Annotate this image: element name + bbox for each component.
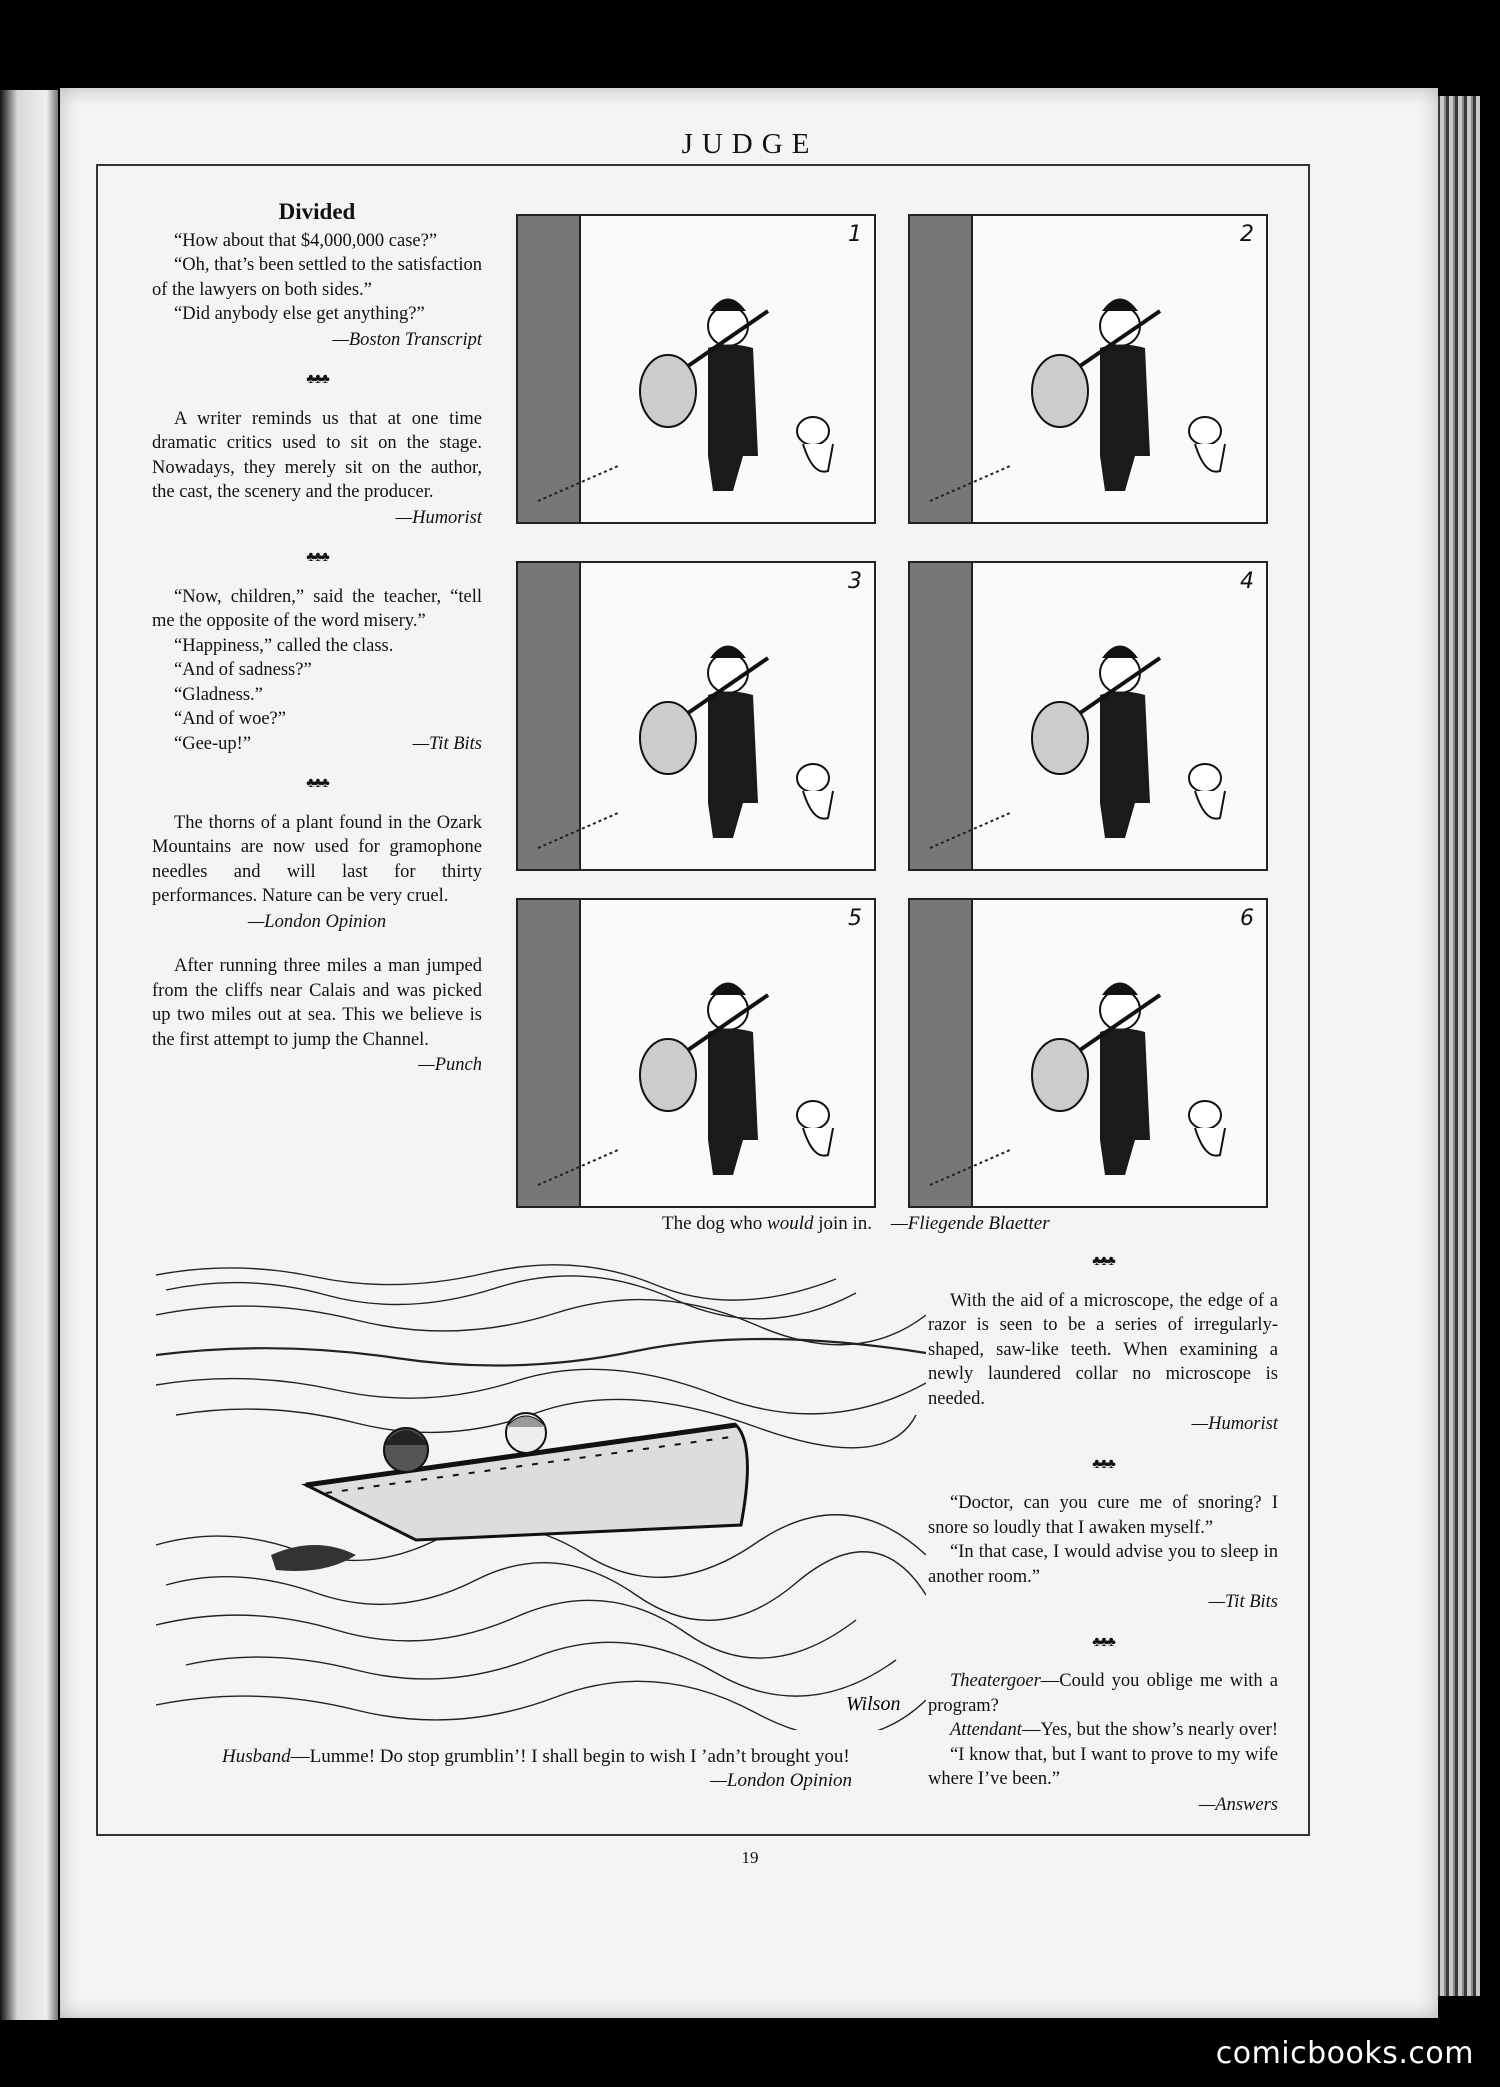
page-number: 19 bbox=[741, 1848, 759, 1867]
panel-number: 6 bbox=[1240, 906, 1254, 931]
watermark: comicbooks.com bbox=[1215, 2036, 1474, 2071]
caption-text: —Lumme! Do stop grumblin’! I shall begin to wish I ’adn’t brought you! bbox=[290, 1746, 850, 1767]
paragraph: With the aid of a microscope, the edge of a razor is seen to be a series of irregularly-shaped, saw-like teeth. When examining a newly laundered collar no microscope is needed. bbox=[928, 1290, 1278, 1409]
source-credit: —London Opinion bbox=[710, 1770, 852, 1791]
comic-panel-4 bbox=[908, 561, 1268, 871]
separator-ornament: ♣♣♣ bbox=[1092, 1634, 1114, 1650]
panel-drawing bbox=[518, 900, 874, 1206]
caption-text: join in. bbox=[813, 1213, 873, 1234]
left-column bbox=[152, 200, 482, 1078]
article-title: Divided bbox=[278, 199, 356, 224]
panel-drawing bbox=[910, 563, 1266, 869]
panel-drawing bbox=[910, 900, 1266, 1206]
separator-ornament: ♣♣♣ bbox=[1092, 1456, 1114, 1472]
artist-signature: Wilson bbox=[846, 1693, 901, 1715]
comic-panel-1 bbox=[516, 214, 876, 524]
panel-drawing bbox=[910, 216, 1266, 522]
separator-ornament: ♣♣♣ bbox=[306, 550, 328, 565]
paragraph: “How about that $4,000,000 case?” bbox=[174, 230, 438, 251]
paragraph: “Now, children,” said the teacher, “tell me the opposite of the word misery.” bbox=[152, 586, 482, 631]
source-credit: —Punch bbox=[418, 1055, 482, 1075]
source-credit: —Tit Bits bbox=[412, 733, 482, 754]
paragraph: “Happiness,” called the class. bbox=[174, 635, 394, 656]
paragraph: “In that case, I would advise you to sleep in another room.” bbox=[928, 1542, 1278, 1587]
source-credit: —Answers bbox=[1198, 1794, 1278, 1815]
paragraph: “And of sadness?” bbox=[174, 660, 312, 680]
source-credit: —Humorist bbox=[395, 507, 482, 528]
separator-ornament: ♣♣♣ bbox=[306, 776, 328, 791]
dialogue-text: —Could you oblige me with a program? bbox=[928, 1671, 1278, 1716]
comic-panel-5 bbox=[516, 898, 876, 1208]
separator-ornament: ♣♣♣ bbox=[306, 372, 328, 387]
panel-number: 5 bbox=[848, 906, 862, 931]
paragraph: The thorns of a plant found in the Ozark Mountains are now used for gramophone needles and will last for thirty performances. Nature can be very cruel. bbox=[152, 812, 482, 906]
comic-panel-6 bbox=[908, 898, 1268, 1208]
comic-panel-2 bbox=[908, 214, 1268, 524]
paragraph: “Oh, that’s been settled to the satisfaction of the lawyers on both sides.” bbox=[152, 255, 482, 300]
dialogue-line bbox=[928, 1669, 1278, 1718]
source-credit: —London Opinion bbox=[247, 911, 387, 932]
panel-drawing bbox=[518, 563, 874, 869]
caption-text: The dog who bbox=[662, 1213, 768, 1234]
paragraph: After running three miles a man jumped from the cliffs near Calais and was picked up two miles out at sea. This we believe is the first attempt to jump the Channel. bbox=[152, 956, 482, 1050]
paragraph: “And of woe?” bbox=[174, 709, 286, 729]
paragraph: “Gee-up!” bbox=[174, 733, 252, 754]
boat-cartoon-illustration bbox=[156, 1255, 926, 1730]
source-credit: —Humorist bbox=[1191, 1414, 1278, 1434]
speaker: Attendant bbox=[950, 1720, 1022, 1740]
paragraph: “Did anybody else get anything?” bbox=[174, 304, 425, 324]
book-left-edge bbox=[0, 90, 58, 2020]
paragraph: A writer reminds us that at one time dramatic critics used to sit on the stage. Nowadays, they merely sit on the author, the cast, the scenery and the producer. bbox=[152, 408, 482, 502]
speaker: Theatergoer bbox=[950, 1671, 1041, 1691]
closing-line bbox=[152, 732, 482, 757]
panel-number: 2 bbox=[1240, 222, 1254, 247]
cartoon-caption bbox=[222, 1745, 852, 1793]
panel-number: 3 bbox=[848, 569, 862, 594]
dialogue-line bbox=[928, 1718, 1278, 1743]
comic-panel-3 bbox=[516, 561, 876, 871]
caption-speaker: Husband bbox=[222, 1746, 291, 1767]
paragraph: “I know that, but I want to prove to my wife where I’ve been.” bbox=[928, 1744, 1278, 1789]
paragraph: “Gladness.” bbox=[174, 684, 263, 705]
dialogue-text: —Yes, but the show’s nearly over! bbox=[1021, 1720, 1279, 1740]
right-column bbox=[928, 1250, 1278, 1817]
paragraph: “Doctor, can you cure me of snoring? I snore so loudly that I awaken myself.” bbox=[928, 1493, 1278, 1538]
panel-number: 4 bbox=[1240, 569, 1254, 594]
source-credit: —Tit Bits bbox=[1208, 1592, 1278, 1612]
source-credit: —Boston Transcript bbox=[332, 329, 482, 350]
panel-number: 1 bbox=[848, 222, 862, 247]
magazine-title: JUDGE bbox=[681, 128, 819, 160]
caption-emphasis: would bbox=[767, 1213, 814, 1234]
separator-ornament: ♣♣♣ bbox=[1092, 1254, 1114, 1269]
panel-drawing bbox=[518, 216, 874, 522]
comic-caption bbox=[662, 1213, 1050, 1235]
source-credit: —Fliegende Blaetter bbox=[890, 1213, 1050, 1234]
